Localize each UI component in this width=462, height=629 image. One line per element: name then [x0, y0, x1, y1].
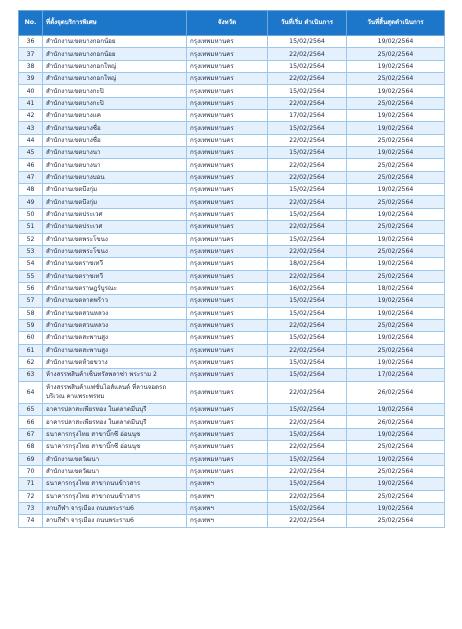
table-row: [19, 122, 445, 134]
row-number: 46: [19, 159, 43, 171]
row-start-date: 15/02/2564: [268, 453, 347, 465]
row-number: 70: [19, 465, 43, 477]
row-number: 43: [19, 122, 43, 134]
row-start-date: 16/02/2564: [268, 282, 347, 294]
row-end-date: 25/02/2564: [347, 245, 445, 257]
row-number: 74: [19, 515, 43, 527]
table-row: [19, 110, 445, 122]
row-start-date: 15/02/2564: [268, 332, 347, 344]
row-number: 58: [19, 307, 43, 319]
row-start-date: 15/02/2564: [268, 356, 347, 368]
row-number: 48: [19, 184, 43, 196]
row-end-date: 19/02/2564: [347, 258, 445, 270]
row-number: 62: [19, 356, 43, 368]
row-end-date: 19/02/2564: [347, 478, 445, 490]
row-number: 68: [19, 441, 43, 453]
table-row: [19, 428, 445, 440]
row-province: กรุงเทพมหานคร: [187, 416, 268, 428]
table-row: [19, 441, 445, 453]
row-number: 72: [19, 490, 43, 502]
row-place: ธนาคารกรุงไทย สาขาถนนข้าวสาร: [43, 478, 187, 490]
row-end-date: 25/02/2564: [347, 515, 445, 527]
row-province: กรุงเทพมหานคร: [187, 36, 268, 48]
row-start-date: 22/02/2564: [268, 245, 347, 257]
row-number: 41: [19, 97, 43, 109]
table-row: [19, 416, 445, 428]
row-province: กรุงเทพมหานคร: [187, 344, 268, 356]
row-start-date: 22/02/2564: [268, 159, 347, 171]
row-number: 47: [19, 171, 43, 183]
row-start-date: 15/02/2564: [268, 122, 347, 134]
header-row: [19, 11, 445, 36]
row-province: กรุงเทพมหานคร: [187, 97, 268, 109]
row-province: กรุงเทพมหานคร: [187, 159, 268, 171]
row-place: สำนักงานเขตบางกอกน้อย: [43, 48, 187, 60]
row-start-date: 15/02/2564: [268, 369, 347, 381]
row-number: 60: [19, 332, 43, 344]
row-end-date: 19/02/2564: [347, 428, 445, 440]
row-number: 52: [19, 233, 43, 245]
table-row: [19, 245, 445, 257]
row-start-date: 22/02/2564: [268, 381, 347, 404]
row-province: กรุงเทพฯ: [187, 490, 268, 502]
row-place: ห้างสรรพสินค้าเซ็นทรัลพลาซ่า พระราม 2: [43, 369, 187, 381]
table-row: [19, 404, 445, 416]
row-end-date: 25/02/2564: [347, 48, 445, 60]
header-end-date: วันที่สิ้นสุดดำเนินการ: [347, 11, 445, 36]
table-row: [19, 502, 445, 514]
table-row: [19, 184, 445, 196]
row-number: 36: [19, 36, 43, 48]
row-place: สำนักงานเขตราษฎร์บูรณะ: [43, 282, 187, 294]
row-place: สำนักงานเขตสะพานสูง: [43, 332, 187, 344]
row-end-date: 25/02/2564: [347, 97, 445, 109]
row-number: 65: [19, 404, 43, 416]
row-end-date: 25/02/2564: [347, 159, 445, 171]
header-no: No.: [19, 11, 43, 36]
row-place: สำนักงานเขตห้วยขวาง: [43, 356, 187, 368]
row-end-date: 19/02/2564: [347, 85, 445, 97]
row-start-date: 22/02/2564: [268, 48, 347, 60]
row-end-date: 19/02/2564: [347, 147, 445, 159]
row-number: 49: [19, 196, 43, 208]
table-header: [19, 11, 445, 36]
table-row: [19, 48, 445, 60]
row-end-date: 25/02/2564: [347, 441, 445, 453]
row-start-date: 15/02/2564: [268, 184, 347, 196]
row-place: สำนักงานเขตบางกะปิ: [43, 97, 187, 109]
row-province: กรุงเทพมหานคร: [187, 428, 268, 440]
row-province: กรุงเทพมหานคร: [187, 110, 268, 122]
row-province: กรุงเทพมหานคร: [187, 196, 268, 208]
row-number: 57: [19, 295, 43, 307]
table-row: [19, 221, 445, 233]
row-end-date: 25/02/2564: [347, 465, 445, 477]
row-number: 54: [19, 258, 43, 270]
row-end-date: 25/02/2564: [347, 221, 445, 233]
row-end-date: 19/02/2564: [347, 122, 445, 134]
row-start-date: 15/02/2564: [268, 428, 347, 440]
row-end-date: 25/02/2564: [347, 490, 445, 502]
row-place: สำนักงานเขตบางกอกน้อย: [43, 36, 187, 48]
row-place: สำนักงานเขตลาดพร้าว: [43, 295, 187, 307]
row-province: กรุงเทพมหานคร: [187, 319, 268, 331]
row-number: 44: [19, 134, 43, 146]
row-end-date: 19/02/2564: [347, 208, 445, 220]
table-row: [19, 465, 445, 477]
table-row: [19, 258, 445, 270]
table-row: [19, 356, 445, 368]
table-row: [19, 295, 445, 307]
row-province: กรุงเทพฯ: [187, 502, 268, 514]
row-start-date: 22/02/2564: [268, 97, 347, 109]
row-end-date: 19/02/2564: [347, 295, 445, 307]
row-place: ธนาคารกรุงไทย สาขาบิ๊กซี อ่อนนุช: [43, 428, 187, 440]
row-number: 42: [19, 110, 43, 122]
table-row: [19, 60, 445, 72]
row-place: สำนักงานเขตบางกอกใหญ่: [43, 73, 187, 85]
row-place: ธนาคารกรุงไทย สาขาถนนข้าวสาร: [43, 490, 187, 502]
table-row: [19, 208, 445, 220]
row-province: กรุงเทพมหานคร: [187, 404, 268, 416]
row-start-date: 15/02/2564: [268, 233, 347, 245]
row-start-date: 22/02/2564: [268, 319, 347, 331]
row-province: กรุงเทพมหานคร: [187, 122, 268, 134]
row-end-date: 26/02/2564: [347, 416, 445, 428]
row-place: สำนักงานเขตบึงกุ่ม: [43, 184, 187, 196]
row-place: สำนักงานเขตพระโขนง: [43, 245, 187, 257]
row-province: กรุงเทพฯ: [187, 478, 268, 490]
row-province: กรุงเทพมหานคร: [187, 381, 268, 404]
row-province: กรุงเทพมหานคร: [187, 307, 268, 319]
row-end-date: 19/02/2564: [347, 404, 445, 416]
table-row: [19, 159, 445, 171]
row-start-date: 22/02/2564: [268, 465, 347, 477]
row-place: สำนักงานเขตประเวศ: [43, 221, 187, 233]
table-row: [19, 147, 445, 159]
row-place: สำนักงานเขตบางซื่อ: [43, 134, 187, 146]
row-start-date: 22/02/2564: [268, 441, 347, 453]
row-number: 69: [19, 453, 43, 465]
row-start-date: 15/02/2564: [268, 307, 347, 319]
row-end-date: 25/02/2564: [347, 270, 445, 282]
row-start-date: 22/02/2564: [268, 171, 347, 183]
row-place: สำนักงานเขตวัฒนา: [43, 465, 187, 477]
table-row: [19, 381, 445, 404]
table-row: [19, 196, 445, 208]
table-row: [19, 270, 445, 282]
row-end-date: 25/02/2564: [347, 344, 445, 356]
row-place: ลานกีฬา จารุเมือง ถนนพระราม6: [43, 502, 187, 514]
row-start-date: 15/02/2564: [268, 502, 347, 514]
row-start-date: 22/02/2564: [268, 490, 347, 502]
row-end-date: 19/02/2564: [347, 307, 445, 319]
row-number: 50: [19, 208, 43, 220]
row-place: สำนักงานเขตบางกอกใหญ่: [43, 60, 187, 72]
table-row: [19, 332, 445, 344]
row-province: กรุงเทพมหานคร: [187, 221, 268, 233]
row-place: สำนักงานเขตประเวศ: [43, 208, 187, 220]
row-start-date: 22/02/2564: [268, 134, 347, 146]
row-number: 56: [19, 282, 43, 294]
row-end-date: 19/02/2564: [347, 233, 445, 245]
row-end-date: 19/02/2564: [347, 453, 445, 465]
row-place: สำนักงานเขตพระโขนง: [43, 233, 187, 245]
row-province: กรุงเทพมหานคร: [187, 258, 268, 270]
row-number: 40: [19, 85, 43, 97]
row-province: กรุงเทพมหานคร: [187, 441, 268, 453]
row-start-date: 22/02/2564: [268, 416, 347, 428]
row-number: 55: [19, 270, 43, 282]
row-number: 51: [19, 221, 43, 233]
row-number: 61: [19, 344, 43, 356]
table-body: [19, 36, 445, 528]
row-start-date: 22/02/2564: [268, 344, 347, 356]
row-province: กรุงเทพมหานคร: [187, 147, 268, 159]
row-place: สำนักงานเขตบางบอน: [43, 171, 187, 183]
table-row: [19, 134, 445, 146]
table-row: [19, 515, 445, 527]
row-number: 39: [19, 73, 43, 85]
row-place: สำนักงานเขตสะพานสูง: [43, 344, 187, 356]
row-place: สำนักงานเขตบางแค: [43, 110, 187, 122]
row-number: 53: [19, 245, 43, 257]
row-number: 71: [19, 478, 43, 490]
row-start-date: 22/02/2564: [268, 196, 347, 208]
row-end-date: 25/02/2564: [347, 134, 445, 146]
row-province: กรุงเทพมหานคร: [187, 48, 268, 60]
row-province: กรุงเทพมหานคร: [187, 233, 268, 245]
row-place: สำนักงานเขตบางนา: [43, 147, 187, 159]
row-number: 73: [19, 502, 43, 514]
table-row: [19, 233, 445, 245]
row-start-date: 15/02/2564: [268, 208, 347, 220]
row-start-date: 15/02/2564: [268, 295, 347, 307]
row-end-date: 19/02/2564: [347, 60, 445, 72]
row-province: กรุงเทพมหานคร: [187, 73, 268, 85]
row-place: สำนักงานเขตสวนหลวง: [43, 319, 187, 331]
row-place: ห้างสรรพสินค้าแฟชั่นไอส์แลนด์ ที่ลานจอดรถบริเวณ คาแพระพรหม: [43, 381, 187, 404]
row-place: ธนาคารกรุงไทย สาขาบิ๊กซี อ่อนนุช: [43, 441, 187, 453]
row-province: กรุงเทพมหานคร: [187, 270, 268, 282]
header-place: ที่ตั้งจุดบริการพิเศษ: [43, 11, 187, 36]
service-points-table: [18, 10, 445, 528]
row-place: สำนักงานเขตราชเทวี: [43, 258, 187, 270]
row-start-date: 15/02/2564: [268, 478, 347, 490]
table-row: [19, 307, 445, 319]
table-row: [19, 282, 445, 294]
row-start-date: 15/02/2564: [268, 36, 347, 48]
header-start-date: วันที่เริ่ม ดำเนินการ: [268, 11, 347, 36]
row-place: สำนักงานเขตวัฒนา: [43, 453, 187, 465]
row-province: กรุงเทพฯ: [187, 515, 268, 527]
row-province: กรุงเทพมหานคร: [187, 282, 268, 294]
row-end-date: 19/02/2564: [347, 36, 445, 48]
row-number: 63: [19, 369, 43, 381]
row-province: กรุงเทพมหานคร: [187, 465, 268, 477]
row-start-date: 15/02/2564: [268, 60, 347, 72]
row-place: สำนักงานเขตราชเทวี: [43, 270, 187, 282]
row-place: อาคารปลาสะเพียรทอง ในตลาดมีนบุรี: [43, 416, 187, 428]
row-end-date: 25/02/2564: [347, 73, 445, 85]
row-province: กรุงเทพมหานคร: [187, 184, 268, 196]
row-end-date: 25/02/2564: [347, 319, 445, 331]
row-number: 38: [19, 60, 43, 72]
row-place: สำนักงานเขตบางกะปิ: [43, 85, 187, 97]
row-place: อาคารปลาสะเพียรทอง ในตลาดมีนบุรี: [43, 404, 187, 416]
row-start-date: 22/02/2564: [268, 515, 347, 527]
row-end-date: 19/02/2564: [347, 356, 445, 368]
row-number: 67: [19, 428, 43, 440]
row-province: กรุงเทพมหานคร: [187, 453, 268, 465]
row-end-date: 25/02/2564: [347, 171, 445, 183]
table-row: [19, 36, 445, 48]
table-row: [19, 490, 445, 502]
row-province: กรุงเทพมหานคร: [187, 356, 268, 368]
table-row: [19, 369, 445, 381]
row-number: 37: [19, 48, 43, 60]
row-province: กรุงเทพมหานคร: [187, 332, 268, 344]
row-start-date: 22/02/2564: [268, 221, 347, 233]
row-number: 59: [19, 319, 43, 331]
table-row: [19, 85, 445, 97]
row-start-date: 18/02/2564: [268, 258, 347, 270]
row-end-date: 19/02/2564: [347, 502, 445, 514]
table-row: [19, 171, 445, 183]
row-province: กรุงเทพมหานคร: [187, 171, 268, 183]
row-number: 64: [19, 381, 43, 404]
table-row: [19, 344, 445, 356]
table-row: [19, 319, 445, 331]
row-place: สำนักงานเขตสวนหลวง: [43, 307, 187, 319]
row-start-date: 15/02/2564: [268, 404, 347, 416]
table-row: [19, 478, 445, 490]
row-place: สำนักงานเขตบางซื่อ: [43, 122, 187, 134]
row-province: กรุงเทพมหานคร: [187, 369, 268, 381]
row-end-date: 19/02/2564: [347, 332, 445, 344]
row-province: กรุงเทพมหานคร: [187, 85, 268, 97]
row-start-date: 15/02/2564: [268, 147, 347, 159]
row-end-date: 18/02/2564: [347, 282, 445, 294]
row-end-date: 17/02/2564: [347, 369, 445, 381]
header-province: จังหวัด: [187, 11, 268, 36]
row-number: 66: [19, 416, 43, 428]
row-place: สำนักงานเขตบางนา: [43, 159, 187, 171]
row-province: กรุงเทพมหานคร: [187, 295, 268, 307]
row-place: สำนักงานเขตบึงกุ่ม: [43, 196, 187, 208]
row-province: กรุงเทพมหานคร: [187, 60, 268, 72]
table-row: [19, 73, 445, 85]
row-number: 45: [19, 147, 43, 159]
table-row: [19, 453, 445, 465]
table-row: [19, 97, 445, 109]
row-end-date: 19/02/2564: [347, 184, 445, 196]
row-start-date: 22/02/2564: [268, 73, 347, 85]
row-end-date: 19/02/2564: [347, 110, 445, 122]
row-province: กรุงเทพมหานคร: [187, 134, 268, 146]
row-end-date: 26/02/2564: [347, 381, 445, 404]
row-end-date: 25/02/2564: [347, 196, 445, 208]
row-province: กรุงเทพมหานคร: [187, 208, 268, 220]
row-place: ลานกีฬา จารุเมือง ถนนพระราม6: [43, 515, 187, 527]
row-province: กรุงเทพมหานคร: [187, 245, 268, 257]
row-start-date: 15/02/2564: [268, 85, 347, 97]
row-start-date: 22/02/2564: [268, 270, 347, 282]
row-start-date: 17/02/2564: [268, 110, 347, 122]
